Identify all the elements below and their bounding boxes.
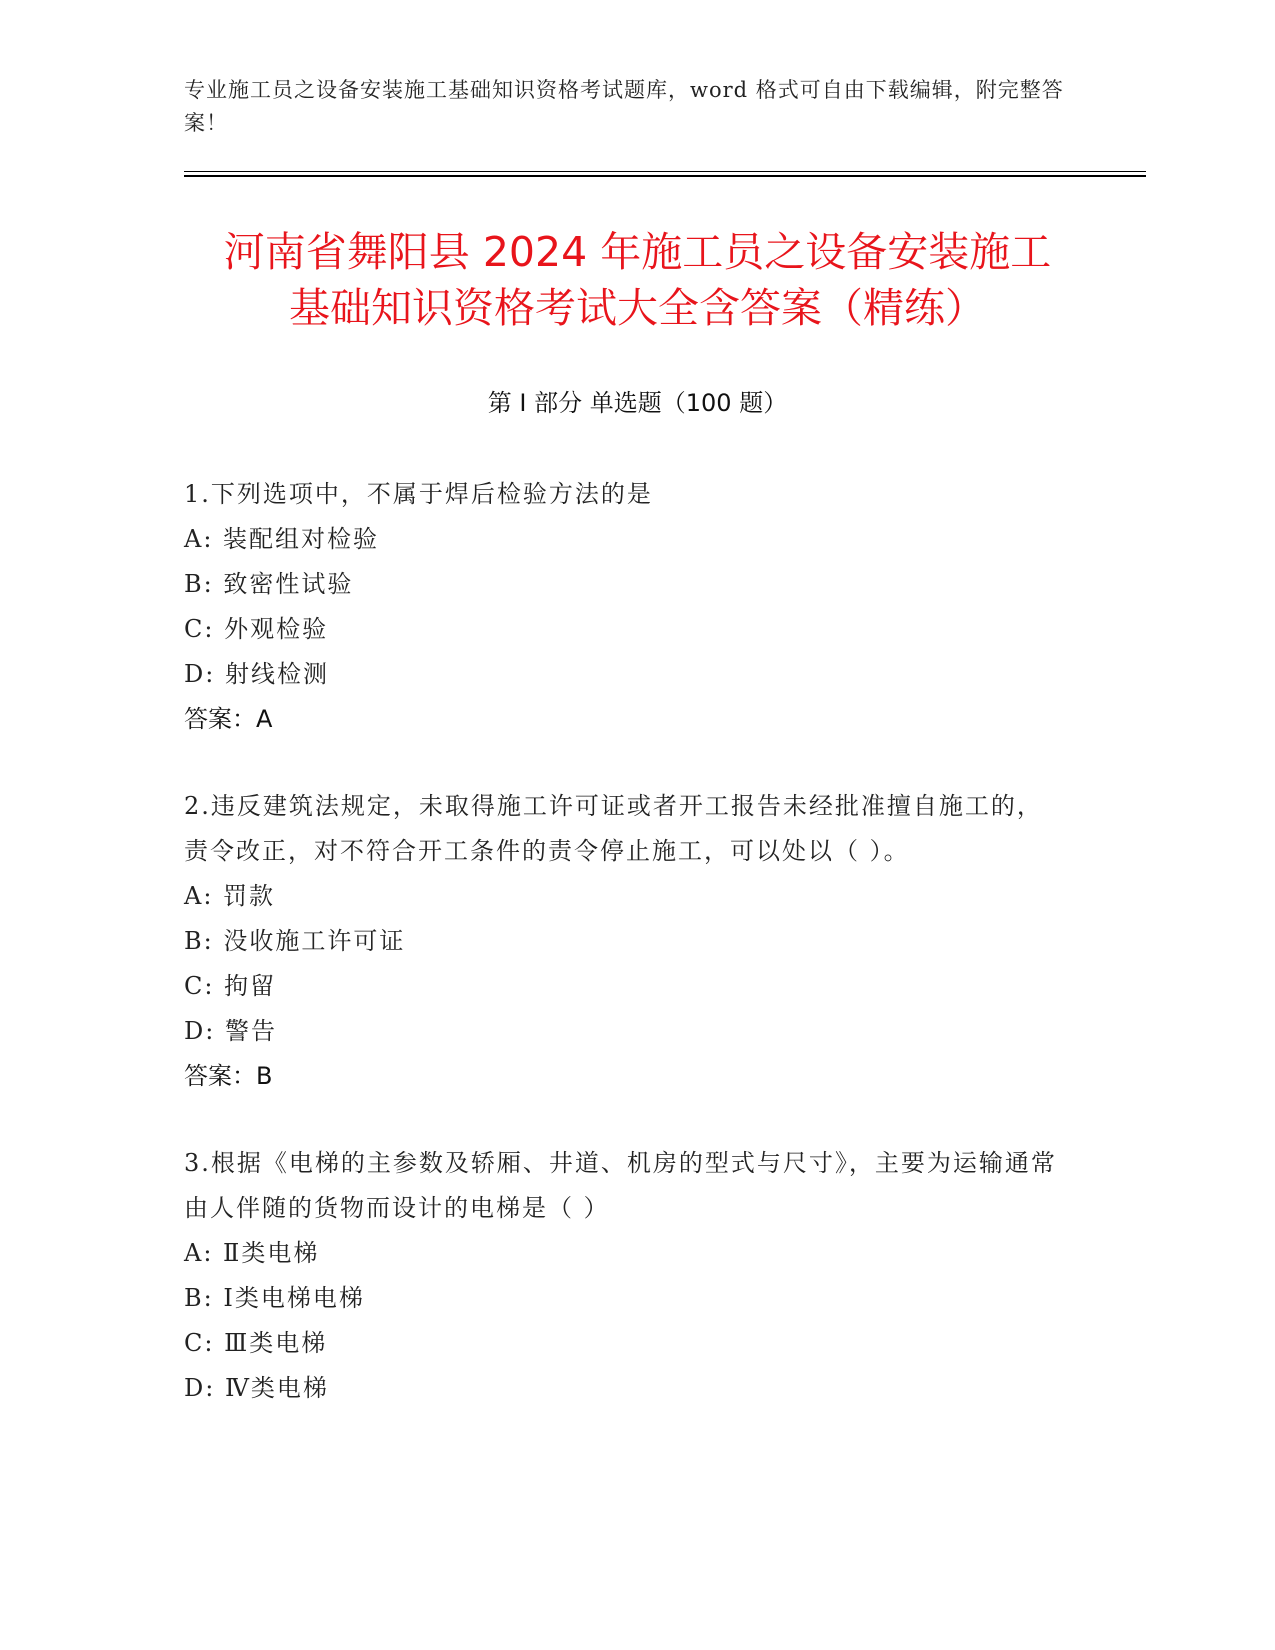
option-c: C: 外观检验 <box>184 615 329 643</box>
question-1 <box>184 472 1064 742</box>
option-b: B: Ⅰ类电梯电梯 <box>184 1284 365 1312</box>
question-3 <box>184 1141 1064 1411</box>
question-2 <box>184 784 1064 1099</box>
option-d: D: Ⅳ类电梯 <box>184 1374 329 1402</box>
option-a: A: Ⅱ类电梯 <box>184 1239 320 1267</box>
header-rule-bottom <box>184 175 1146 177</box>
question-stem: 1.下列选项中，不属于焊后检验方法的是 <box>184 480 653 508</box>
document-title <box>150 224 1125 336</box>
question-stem: 3.根据《电梯的主参数及轿厢、井道、机房的型式与尺寸》，主要为运输通常由人伴随的货物而设计的电梯是（ ） <box>184 1149 1057 1222</box>
option-c: C: Ⅲ类电梯 <box>184 1329 328 1357</box>
option-a: A: 罚款 <box>184 882 276 910</box>
option-d: D: 射线检测 <box>184 660 329 688</box>
question-list <box>184 472 1064 1453</box>
header-rule-top <box>184 171 1146 172</box>
header-note: 专业施工员之设备安装施工基础知识资格考试题库，word 格式可自由下载编辑，附完整答案！ <box>184 78 1064 135</box>
section-title: 第 I 部分 单选题（100 题） <box>487 389 788 417</box>
option-d: D: 警告 <box>184 1017 277 1045</box>
answer: 答案：A <box>184 705 273 733</box>
document-title-line-1: 河南省舞阳县 2024 年施工员之设备安装施工 <box>223 228 1052 276</box>
document-title-line-2: 基础知识资格考试大全含答案（精练） <box>289 284 986 332</box>
option-c: C: 拘留 <box>184 972 277 1000</box>
answer: 答案：B <box>184 1062 273 1090</box>
question-stem: 2.违反建筑法规定，未取得施工许可证或者开工报告未经批准擅自施工的，责令改正，对不符合开工条件的责令停止施工，可以处以（ ）。 <box>184 792 1043 865</box>
option-b: B: 没收施工许可证 <box>184 927 406 955</box>
option-b: B: 致密性试验 <box>184 570 354 598</box>
option-a: A: 装配组对检验 <box>184 525 380 553</box>
